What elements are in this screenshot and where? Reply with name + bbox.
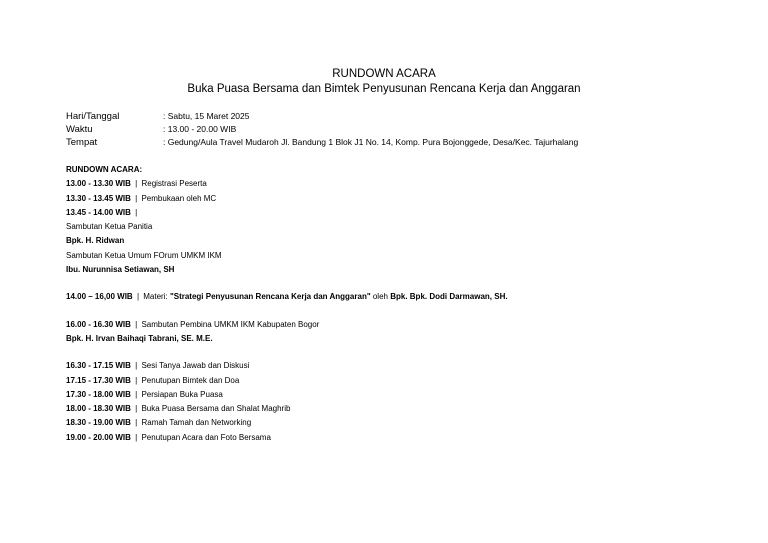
info-label: Hari/Tanggal: [66, 111, 120, 122]
separator: |: [135, 179, 138, 189]
pembina-item: [66, 318, 508, 332]
ketua-forum-name: Ibu. Nurunnisa Setiawan, SH: [66, 265, 175, 275]
schedule-time: 16.30 - 17.15 WIB: [66, 361, 131, 371]
schedule-item: [66, 431, 508, 445]
pembina-name: Bpk. H. Irvan Baihaqi Tabrani, SE. M.E.: [66, 333, 213, 343]
schedule-desc: Sambutan Pembina UMKM IKM Kabupaten Bogor: [141, 319, 320, 329]
schedule-desc: Ramah Tamah dan Networking: [141, 418, 252, 428]
document-title: RUNDOWN ACARA: [332, 68, 436, 80]
schedule-time: 17.15 - 17.30 WIB: [66, 375, 131, 385]
schedule-time: 19.00 - 20.00 WIB: [66, 432, 131, 442]
sambutan-ketua-panitia: Sambutan Ketua Panitia: [66, 222, 153, 232]
schedule-item: [66, 416, 508, 430]
schedule-item: [66, 206, 508, 220]
materi-item: [66, 290, 508, 304]
separator: |: [135, 389, 138, 399]
separator: |: [135, 418, 138, 428]
spacer: [66, 277, 508, 290]
schedule-time: 13.45 - 14.00 WIB: [66, 207, 131, 217]
schedule-desc: Sesi Tanya Jawab dan Diskusi: [141, 361, 250, 371]
schedule-time: 18.30 - 19.00 WIB: [66, 418, 131, 428]
schedule-desc: Registrasi Peserta: [141, 179, 207, 189]
schedule-desc: Persiapan Buka Puasa: [141, 389, 223, 399]
schedule-item: [66, 374, 508, 388]
schedule-item: [66, 359, 508, 373]
schedule-time: 13.00 - 13.30 WIB: [66, 179, 131, 189]
info-value: : Gedung/Aula Travel Mudaroh Jl. Bandung 1 Blok J1 No. 14, Komp. Pura Bojonggede, Desa/Kec. Tajurhalang: [163, 137, 579, 147]
schedule-desc: Penutupan Bimtek dan Doa: [141, 375, 240, 385]
separator: |: [135, 404, 138, 414]
separator: |: [135, 319, 138, 329]
materi-speaker: Bpk. Bpk. Dodi Darmawan, SH.: [390, 292, 508, 302]
info-value: : 13.00 - 20.00 WIB: [163, 124, 237, 134]
schedule-desc: Buka Puasa Bersama dan Shalat Maghrib: [141, 404, 291, 414]
materi-by: oleh: [372, 292, 388, 302]
sambutan-ketua-forum: Sambutan Ketua Umum FOrum UMKM IKM: [66, 250, 222, 260]
separator: |: [135, 375, 138, 385]
schedule-desc: Penutupan Acara dan Foto Bersama: [141, 432, 271, 442]
materi-prefix: Materi:: [143, 292, 168, 302]
info-label: Waktu: [66, 124, 93, 135]
spacer: [66, 305, 508, 318]
separator: |: [135, 361, 138, 371]
schedule-desc: Pembukaan oleh MC: [141, 193, 217, 203]
schedule-item: [66, 402, 508, 416]
separator: |: [136, 292, 140, 302]
document-subtitle: Buka Puasa Bersama dan Bimtek Penyusunan Rencana Kerja dan Anggaran: [187, 83, 581, 95]
spacer: [66, 346, 508, 359]
schedule-item: [66, 388, 508, 402]
materi-topic: "Strategi Penyusunan Rencana Kerja dan Anggaran": [169, 292, 371, 302]
schedule-time: 16.00 - 16.30 WIB: [66, 319, 131, 329]
ketua-panitia-name: Bpk. H. Ridwan: [66, 236, 125, 246]
separator: |: [135, 207, 138, 217]
info-label: Tempat: [66, 137, 98, 148]
schedule-item: [66, 177, 508, 191]
schedule-item: [66, 192, 508, 206]
rundown-section: [66, 163, 508, 445]
separator: |: [135, 432, 138, 442]
schedule-time: 14.00 – 16,00 WIB: [66, 292, 133, 302]
rundown-heading: RUNDOWN ACARA:: [66, 165, 143, 174]
info-value: : Sabtu, 15 Maret 2025: [163, 111, 250, 121]
schedule-time: 17.30 - 18.00 WIB: [66, 389, 131, 399]
schedule-time: 18.00 - 18.30 WIB: [66, 404, 131, 414]
schedule-time: 13.30 - 13.45 WIB: [66, 193, 131, 203]
separator: |: [135, 193, 138, 203]
